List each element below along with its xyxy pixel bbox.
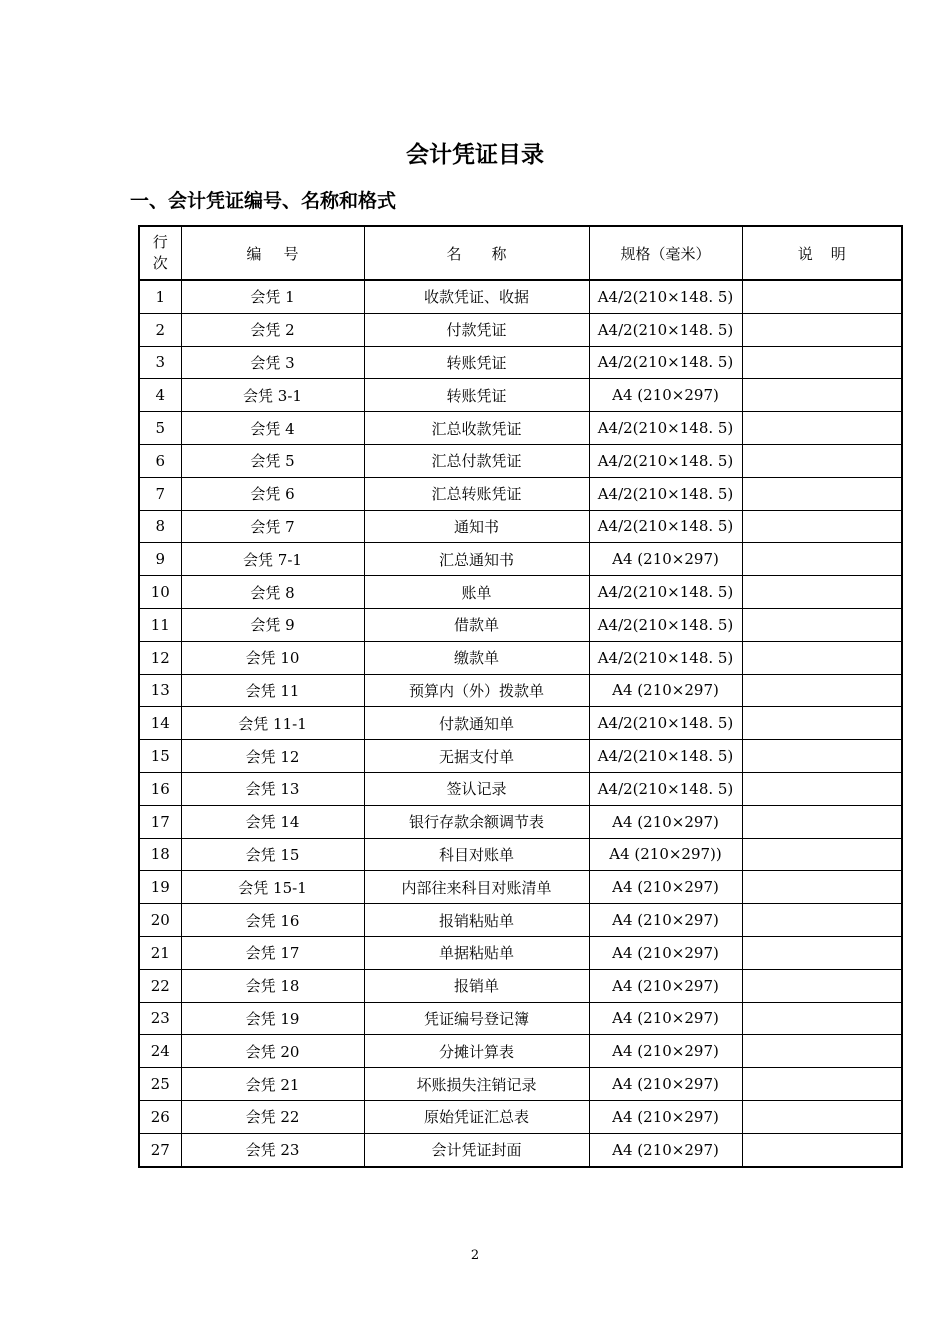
cell-seq: 21	[139, 936, 181, 969]
cell-code: 会凭 7-1	[181, 543, 364, 576]
header-name-char2: 称	[491, 244, 507, 263]
cell-note	[742, 1035, 902, 1068]
cell-seq: 15	[139, 740, 181, 773]
cell-name: 汇总转账凭证	[364, 477, 589, 510]
section-heading: 一、会计凭证编号、名称和格式	[130, 190, 397, 212]
cell-name: 科目对账单	[364, 838, 589, 871]
cell-note	[742, 1068, 902, 1101]
cell-note	[742, 641, 902, 674]
cell-seq: 26	[139, 1100, 181, 1133]
table-row	[139, 1100, 902, 1133]
table-row	[139, 576, 902, 609]
table-row	[139, 641, 902, 674]
cell-note	[742, 608, 902, 641]
cell-code: 会凭 18	[181, 969, 364, 1002]
cell-name: 预算内（外）拨款单	[364, 674, 589, 707]
cell-spec: A4/2(210×148. 5)	[589, 477, 742, 510]
table-row	[139, 805, 902, 838]
cell-note	[742, 346, 902, 379]
cell-note	[742, 477, 902, 510]
cell-seq: 2	[139, 313, 181, 346]
cell-note	[742, 969, 902, 1002]
cell-name: 分摊计算表	[364, 1035, 589, 1068]
cell-seq: 7	[139, 477, 181, 510]
cell-code: 会凭 4	[181, 412, 364, 445]
cell-code: 会凭 11-1	[181, 707, 364, 740]
cell-note	[742, 707, 902, 740]
header-name	[364, 226, 589, 280]
cell-seq: 9	[139, 543, 181, 576]
cell-name: 报销单	[364, 969, 589, 1002]
cell-seq: 14	[139, 707, 181, 740]
cell-code: 会凭 16	[181, 904, 364, 937]
table-row	[139, 772, 902, 805]
cell-spec: A4 (210×297)	[589, 1068, 742, 1101]
cell-note	[742, 1133, 902, 1166]
table-row	[139, 477, 902, 510]
cell-spec: A4/2(210×148. 5)	[589, 608, 742, 641]
cell-seq: 3	[139, 346, 181, 379]
cell-code: 会凭 3	[181, 346, 364, 379]
cell-name: 报销粘贴单	[364, 904, 589, 937]
cell-spec: A4 (210×297)	[589, 379, 742, 412]
cell-seq: 16	[139, 772, 181, 805]
cell-seq: 24	[139, 1035, 181, 1068]
cell-code: 会凭 3-1	[181, 379, 364, 412]
cell-name: 转账凭证	[364, 346, 589, 379]
cell-note	[742, 313, 902, 346]
cell-name: 汇总付款凭证	[364, 444, 589, 477]
cell-spec: A4 (210×297)	[589, 1100, 742, 1133]
document-title: 会计凭证目录	[406, 142, 544, 168]
header-note-char2: 明	[830, 244, 846, 263]
table-row	[139, 346, 902, 379]
cell-note	[742, 805, 902, 838]
cell-name: 单据粘贴单	[364, 936, 589, 969]
cell-spec: A4 (210×297)	[589, 1035, 742, 1068]
table-row	[139, 510, 902, 543]
cell-spec: A4 (210×297))	[589, 838, 742, 871]
table-row	[139, 674, 902, 707]
cell-seq: 20	[139, 904, 181, 937]
table-row	[139, 543, 902, 576]
cell-name: 缴款单	[364, 641, 589, 674]
cell-code: 会凭 15-1	[181, 871, 364, 904]
table-row	[139, 1068, 902, 1101]
cell-name: 汇总通知书	[364, 543, 589, 576]
cell-name: 无据支付单	[364, 740, 589, 773]
cell-code: 会凭 23	[181, 1133, 364, 1166]
cell-note	[742, 838, 902, 871]
table-row	[139, 904, 902, 937]
cell-note	[742, 936, 902, 969]
cell-code: 会凭 8	[181, 576, 364, 609]
cell-note	[742, 412, 902, 445]
table-row	[139, 280, 902, 313]
header-code-char1: 编	[246, 244, 262, 263]
cell-seq: 11	[139, 608, 181, 641]
header-code	[181, 226, 364, 280]
table-row	[139, 740, 902, 773]
cell-spec: A4/2(210×148. 5)	[589, 707, 742, 740]
table-row	[139, 1002, 902, 1035]
cell-note	[742, 904, 902, 937]
cell-code: 会凭 20	[181, 1035, 364, 1068]
cell-name: 转账凭证	[364, 379, 589, 412]
cell-note	[742, 280, 902, 313]
table-row	[139, 969, 902, 1002]
cell-name: 签认记录	[364, 772, 589, 805]
cell-name: 凭证编号登记簿	[364, 1002, 589, 1035]
header-seq-line1: 行	[152, 233, 168, 251]
cell-code: 会凭 22	[181, 1100, 364, 1133]
cell-note	[742, 543, 902, 576]
cell-spec: A4 (210×297)	[589, 674, 742, 707]
cell-seq: 6	[139, 444, 181, 477]
cell-code: 会凭 13	[181, 772, 364, 805]
cell-note	[742, 871, 902, 904]
cell-name: 收款凭证、收据	[364, 280, 589, 313]
cell-seq: 10	[139, 576, 181, 609]
cell-note	[742, 674, 902, 707]
cell-spec: A4/2(210×148. 5)	[589, 313, 742, 346]
cell-name: 银行存款余额调节表	[364, 805, 589, 838]
cell-note	[742, 510, 902, 543]
cell-seq: 25	[139, 1068, 181, 1101]
table-row	[139, 936, 902, 969]
voucher-catalog-table	[138, 225, 903, 1168]
cell-name: 通知书	[364, 510, 589, 543]
header-name-char1: 名	[446, 244, 462, 263]
table-row	[139, 444, 902, 477]
cell-name: 付款通知单	[364, 707, 589, 740]
cell-code: 会凭 2	[181, 313, 364, 346]
cell-seq: 27	[139, 1133, 181, 1166]
cell-seq: 23	[139, 1002, 181, 1035]
cell-note	[742, 740, 902, 773]
table-row	[139, 1133, 902, 1166]
cell-seq: 5	[139, 412, 181, 445]
cell-code: 会凭 11	[181, 674, 364, 707]
cell-spec: A4/2(210×148. 5)	[589, 576, 742, 609]
cell-code: 会凭 14	[181, 805, 364, 838]
header-seq-line2: 次	[152, 254, 168, 272]
cell-name: 内部往来科目对账清单	[364, 871, 589, 904]
cell-spec: A4 (210×297)	[589, 936, 742, 969]
cell-note	[742, 576, 902, 609]
cell-spec: A4/2(210×148. 5)	[589, 412, 742, 445]
cell-name: 借款单	[364, 608, 589, 641]
cell-code: 会凭 17	[181, 936, 364, 969]
cell-code: 会凭 5	[181, 444, 364, 477]
cell-spec: A4 (210×297)	[589, 969, 742, 1002]
table-row	[139, 313, 902, 346]
table-header	[139, 226, 902, 280]
page-number: 2	[470, 1248, 480, 1263]
cell-code: 会凭 19	[181, 1002, 364, 1035]
cell-note	[742, 772, 902, 805]
cell-seq: 13	[139, 674, 181, 707]
cell-name: 坏账损失注销记录	[364, 1068, 589, 1101]
table-row	[139, 412, 902, 445]
cell-seq: 18	[139, 838, 181, 871]
cell-seq: 1	[139, 280, 181, 313]
cell-note	[742, 1002, 902, 1035]
cell-note	[742, 1100, 902, 1133]
cell-code: 会凭 9	[181, 608, 364, 641]
header-note-char1: 说	[797, 244, 813, 263]
cell-spec: A4/2(210×148. 5)	[589, 444, 742, 477]
table-row	[139, 871, 902, 904]
cell-seq: 22	[139, 969, 181, 1002]
cell-spec: A4 (210×297)	[589, 871, 742, 904]
cell-seq: 19	[139, 871, 181, 904]
cell-spec: A4 (210×297)	[589, 904, 742, 937]
cell-spec: A4/2(210×148. 5)	[589, 510, 742, 543]
cell-code: 会凭 7	[181, 510, 364, 543]
cell-code: 会凭 10	[181, 641, 364, 674]
cell-spec: A4/2(210×148. 5)	[589, 740, 742, 773]
cell-code: 会凭 15	[181, 838, 364, 871]
table-row	[139, 379, 902, 412]
cell-spec: A4/2(210×148. 5)	[589, 280, 742, 313]
cell-spec: A4/2(210×148. 5)	[589, 641, 742, 674]
cell-seq: 8	[139, 510, 181, 543]
cell-spec: A4/2(210×148. 5)	[589, 346, 742, 379]
header-note	[742, 226, 902, 280]
cell-name: 汇总收款凭证	[364, 412, 589, 445]
cell-spec: A4 (210×297)	[589, 1133, 742, 1166]
cell-spec: A4/2(210×148. 5)	[589, 772, 742, 805]
header-row	[139, 226, 902, 280]
cell-code: 会凭 21	[181, 1068, 364, 1101]
cell-seq: 12	[139, 641, 181, 674]
cell-code: 会凭 6	[181, 477, 364, 510]
table-row	[139, 608, 902, 641]
table-row	[139, 707, 902, 740]
cell-name: 会计凭证封面	[364, 1133, 589, 1166]
cell-spec: A4 (210×297)	[589, 1002, 742, 1035]
cell-code: 会凭 1	[181, 280, 364, 313]
cell-name: 原始凭证汇总表	[364, 1100, 589, 1133]
cell-seq: 4	[139, 379, 181, 412]
cell-note	[742, 444, 902, 477]
cell-name: 付款凭证	[364, 313, 589, 346]
cell-code: 会凭 12	[181, 740, 364, 773]
table-body	[139, 280, 902, 1167]
cell-note	[742, 379, 902, 412]
cell-seq: 17	[139, 805, 181, 838]
header-code-char2: 号	[283, 244, 299, 263]
cell-spec: A4 (210×297)	[589, 805, 742, 838]
header-spec: 规格（毫米）	[589, 226, 742, 280]
cell-name: 账单	[364, 576, 589, 609]
table-row	[139, 838, 902, 871]
cell-spec: A4 (210×297)	[589, 543, 742, 576]
table-row	[139, 1035, 902, 1068]
header-seq	[139, 226, 181, 280]
